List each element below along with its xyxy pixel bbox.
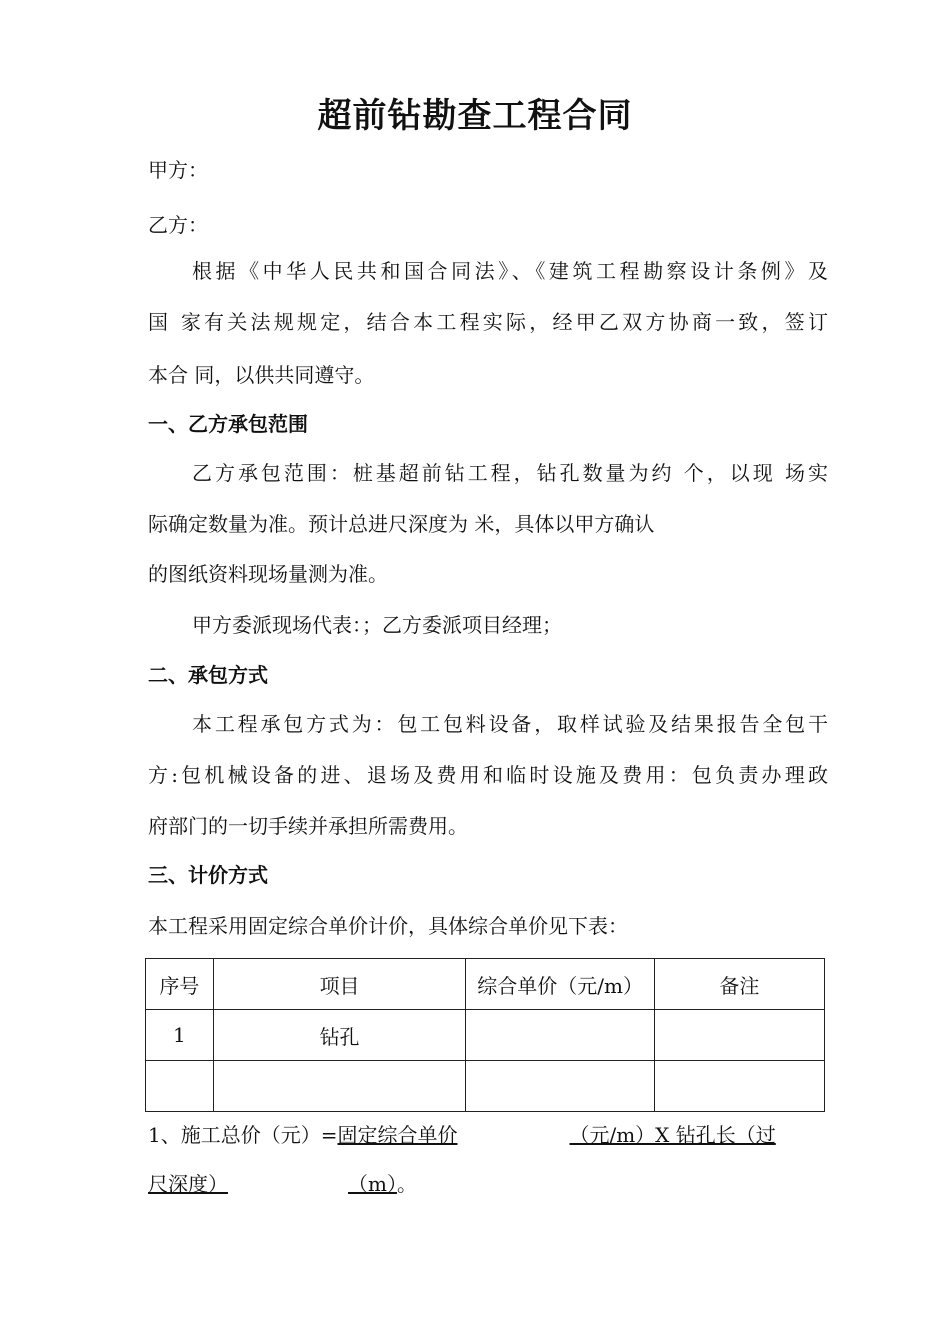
table-header-cell: 综合单价（元/m）: [466, 959, 654, 1010]
section-3-intro: 本工程采用固定综合单价计价，具体综合单价见下表：: [148, 914, 628, 938]
table-row: [146, 1010, 825, 1061]
formula-line-2: [148, 1170, 417, 1198]
table-cell: 钻孔: [213, 1010, 466, 1061]
unit-price-table: [145, 958, 825, 1112]
formula-unit-price: 固定综合单价: [337, 1123, 458, 1147]
formula-multiplier: （元/m）X 钻孔长（过: [569, 1123, 776, 1147]
table-header-cell: 序号: [146, 959, 214, 1010]
formula-suffix: 。: [396, 1172, 417, 1196]
table-cell: [466, 1061, 654, 1112]
section-1-line-1: 乙方承包范围：桩基超前钻工程，钻孔数量为约 个，以现 场实: [192, 461, 828, 485]
party-a-label: 甲方：: [148, 158, 208, 182]
table-cell: [213, 1061, 466, 1112]
section-2-line-1: 本工程承包方式为：包工包料设备，取样试验及结果报告全包干: [192, 712, 828, 736]
formula-depth: 尺深度）: [148, 1172, 228, 1196]
party-b-label: 乙方：: [148, 213, 208, 237]
section-1-heading: 一、乙方承包范围: [148, 412, 308, 436]
table-cell: [146, 1061, 214, 1112]
table-row: [146, 1061, 825, 1112]
formula-prefix: 1、施工总价（元）=: [148, 1123, 338, 1147]
table-header-cell: 备注: [654, 959, 824, 1010]
table-cell: [466, 1010, 654, 1061]
intro-line-3: 本合 同，以供共同遵守。: [148, 363, 375, 387]
table-cell: [654, 1061, 824, 1112]
section-2-line-3: 府部门的一切手续并承担所需费用。: [148, 814, 468, 838]
formula-unit: （m）: [348, 1172, 397, 1196]
formula-line-1: [148, 1121, 776, 1149]
intro-line-1: 根据《中华人民共和国合同法》、《建筑工程勘察设计条例》及: [192, 259, 828, 283]
section-2-line-2: 方:包机械设备的进、退场及费用和临时设施及费用：包负责办理政: [148, 763, 828, 787]
section-3-heading: 三、计价方式: [148, 863, 268, 887]
section-1-line-3: 的图纸资料现场量测为准。: [148, 562, 388, 586]
table-header-cell: 项目: [213, 959, 466, 1010]
table-header-row: [146, 959, 825, 1010]
document-title: 超前钻勘查工程合同: [317, 96, 633, 136]
section-2-heading: 二、承包方式: [148, 663, 268, 687]
section-1-line-2: 际确定数量为准。预计总进尺深度为 米，具体以甲方确认: [148, 512, 655, 536]
table-cell: [654, 1010, 824, 1061]
section-1-representatives: 甲方委派现场代表：；乙方委派项目经理；: [192, 613, 562, 637]
table-cell: 1: [146, 1010, 214, 1061]
intro-line-2: 国 家有关法规规定，结合本工程实际，经甲乙双方协商一致，签订: [148, 310, 828, 334]
